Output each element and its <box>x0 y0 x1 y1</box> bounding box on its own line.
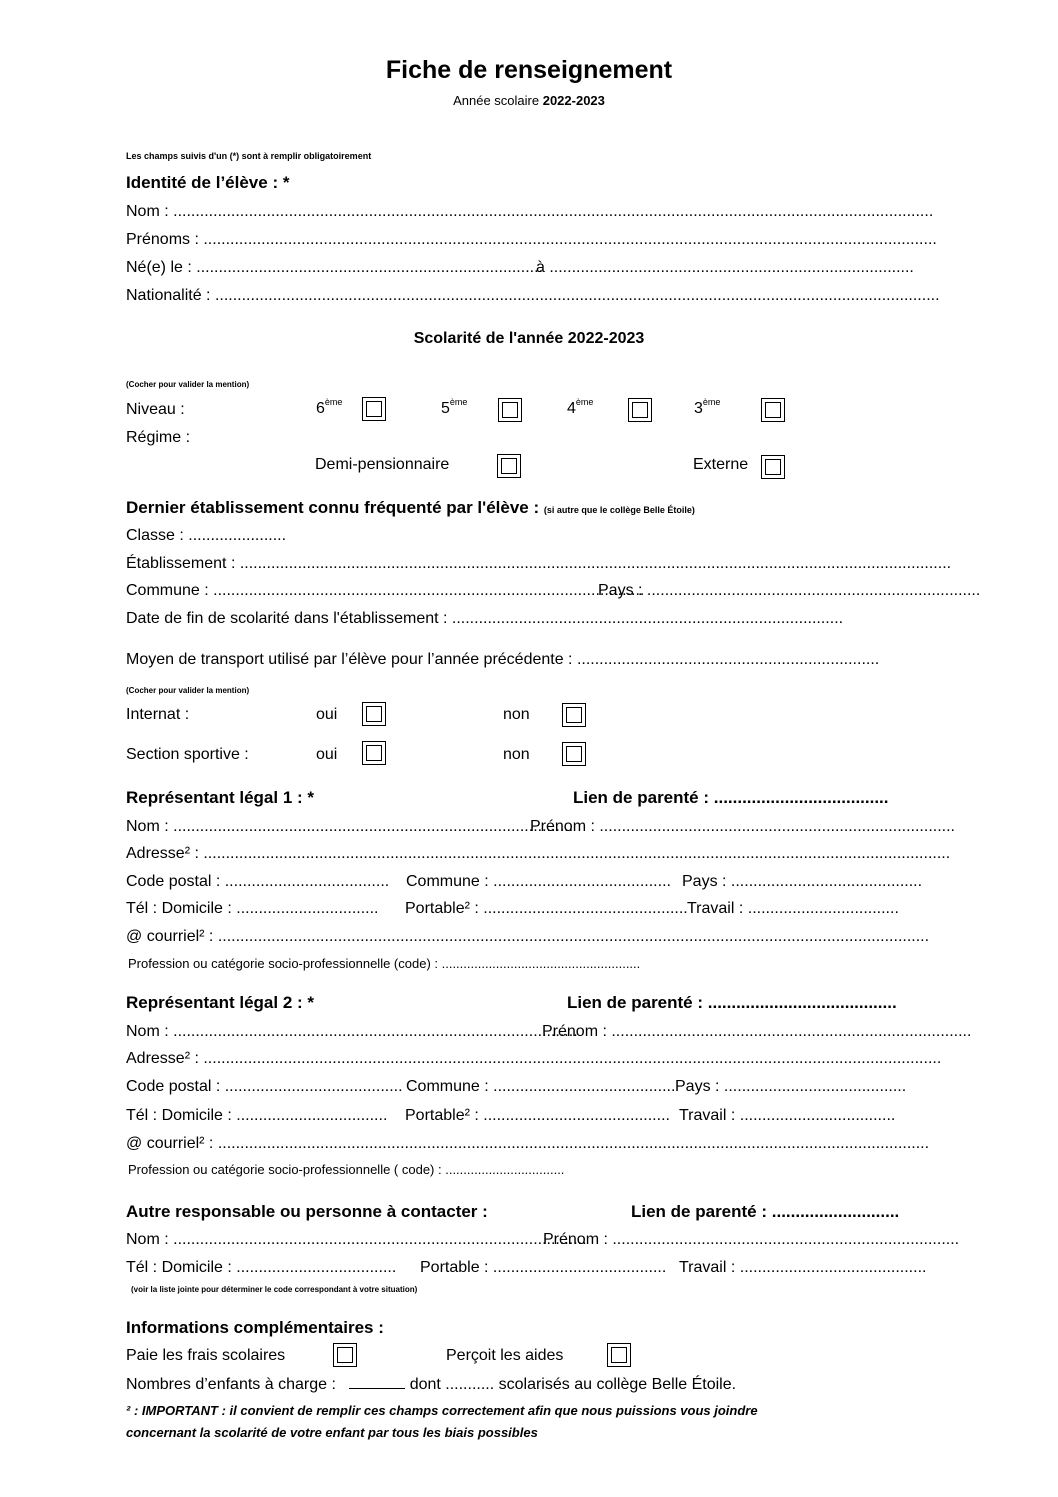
rep2-email-field[interactable]: @ courriel² : ................................................................................................................................................................ <box>126 1135 930 1152</box>
page-title: Fiche de renseignement <box>385 56 673 84</box>
rep2-heading: Représentant légal 2 : * <box>126 993 315 1012</box>
transport-field[interactable]: Moyen de transport utilisé par l’élève pour l’année précédente : .................................................................... <box>126 651 880 668</box>
important-note-line-2: concernant la scolarité de votre enfant par tous les biais possibles <box>126 1425 538 1440</box>
rep2-mobile-field[interactable]: Portable² : .......................................... <box>405 1107 670 1124</box>
rep2-postal-code-field[interactable]: Code postal : ........................................ <box>126 1078 403 1095</box>
rep1-relationship-field[interactable]: Lien de parenté : ..................................... <box>573 788 889 807</box>
internat-non-checkbox[interactable] <box>562 703 586 727</box>
externe-label: Externe <box>693 456 749 473</box>
rep1-firstname-field[interactable]: Prénom : ................................................................................ <box>530 818 955 835</box>
rep2-country-field[interactable]: Pays : ......................................... <box>675 1078 907 1095</box>
children-enrolled-field[interactable]: dont ........... scolarisés au collège Belle Étoile. <box>409 1376 737 1393</box>
level-6-label: 6ème <box>316 397 343 417</box>
important-note-line-1: ² : IMPORTANT : il convient de remplir ces champs correctement afin que nous puissions vous joindre <box>126 1403 758 1418</box>
previous-school-heading: Dernier établissement connu fréquenté par l'élève : (si autre que le collège Belle Étoile) <box>126 498 695 517</box>
student-name-field[interactable]: Nom : ........................................................................................................................................................................... <box>126 203 934 220</box>
previous-school-heading-note: (si autre que le collège Belle Étoile) <box>543 505 695 515</box>
student-birthdate-field[interactable]: Né(e) le : .............................................................................. <box>126 259 543 276</box>
internat-label: Internat : <box>126 706 190 723</box>
fees-label: Paie les frais scolaires <box>126 1347 286 1364</box>
other-name-field[interactable]: Nom : ............................................................................................. <box>126 1231 587 1248</box>
rep1-work-phone-field[interactable]: Travail : .................................. <box>687 900 899 917</box>
fees-checkbox[interactable] <box>333 1343 357 1367</box>
school-end-date-field[interactable]: Date de fin de scolarité dans l'établissement : ........................................................................................ <box>126 610 844 627</box>
internat-oui-label: oui <box>316 706 338 723</box>
scolarite-heading: Scolarité de l'année 2022-2023 <box>413 330 645 347</box>
section-oui-label: oui <box>316 746 338 763</box>
school-year-value: 2022-2023 <box>542 93 605 108</box>
additional-info-heading: Informations complémentaires : <box>126 1318 384 1337</box>
previous-country-field[interactable]: Pays : ........................................................................... <box>598 582 981 599</box>
aid-label: Perçoit les aides <box>446 1347 564 1364</box>
children-count-label: Nombres d’enfants à charge : <box>126 1376 336 1393</box>
rep1-mobile-field[interactable]: Portable² : .............................................. <box>405 900 688 917</box>
aid-checkbox[interactable] <box>607 1343 631 1367</box>
rep2-work-phone-field[interactable]: Travail : ................................... <box>679 1107 896 1124</box>
rep2-name-field[interactable]: Nom : ........................................................................................... <box>126 1023 578 1040</box>
section-sportive-label: Section sportive : <box>126 746 249 763</box>
rep1-email-field[interactable]: @ courriel² : ................................................................................................................................................................ <box>126 928 930 945</box>
previous-class-field[interactable]: Classe : ...................... <box>126 527 287 544</box>
children-count-row <box>126 1376 736 1394</box>
other-contact-heading: Autre responsable ou personne à contacter : <box>126 1202 488 1221</box>
level-6-checkbox[interactable] <box>362 397 386 421</box>
level-5-checkbox[interactable] <box>498 398 522 422</box>
section-non-checkbox[interactable] <box>562 742 586 766</box>
options-check-note: (Cocher pour valider la mention) <box>126 686 250 695</box>
rep2-commune-field[interactable]: Commune : ......................................... <box>406 1078 676 1095</box>
rep1-name-field[interactable]: Nom : .......................................................................................... <box>126 818 574 835</box>
other-home-phone-field[interactable]: Tél : Domicile : .................................... <box>126 1259 397 1276</box>
internat-oui-checkbox[interactable] <box>362 702 386 726</box>
code-list-note: (voir la liste jointe pour déterminer le code correspondant à votre situation) <box>131 1285 418 1294</box>
previous-commune-field[interactable]: Commune : ................................................................................................. <box>126 582 645 599</box>
student-nationality-field[interactable]: Nationalité : ................................................................................................................................................................... <box>126 287 940 304</box>
previous-school-field[interactable]: Établissement : ................................................................................................................................................................ <box>126 555 952 572</box>
student-birthplace-field[interactable]: à .................................................................................. <box>536 259 914 276</box>
student-identity-heading: Identité de l’élève : * <box>126 173 290 192</box>
demi-pensionnaire-checkbox[interactable] <box>497 454 521 478</box>
level-5-label: 5ème <box>441 397 468 417</box>
rep1-country-field[interactable]: Pays : ........................................... <box>682 873 923 890</box>
rep2-home-phone-field[interactable]: Tél : Domicile : .................................. <box>126 1107 388 1124</box>
rep1-heading: Représentant légal 1 : * <box>126 788 315 807</box>
student-firstnames-field[interactable]: Prénoms : ..................................................................................................................................................................... <box>126 231 937 248</box>
section-oui-checkbox[interactable] <box>362 741 386 765</box>
children-count-input[interactable] <box>349 1376 405 1389</box>
other-relationship-field[interactable]: Lien de parenté : ........................... <box>631 1202 900 1221</box>
rep1-address-field[interactable]: Adresse² : ........................................................................................................................................................................ <box>126 845 951 862</box>
level-3-checkbox[interactable] <box>761 398 785 422</box>
rep1-commune-field[interactable]: Commune : ........................................ <box>406 873 671 890</box>
school-year <box>0 93 1058 108</box>
level-4-checkbox[interactable] <box>628 398 652 422</box>
level-4-label: 4ème <box>567 397 594 417</box>
rep1-profession-field[interactable]: Profession ou catégorie socio-professionnelle (code) : ....................................................... <box>128 956 641 971</box>
externe-checkbox[interactable] <box>761 455 785 479</box>
rep2-firstname-field[interactable]: Prénom : ................................................................................. <box>542 1023 972 1040</box>
rep2-relationship-field[interactable]: Lien de parenté : ........................................ <box>567 993 897 1012</box>
rep1-postal-code-field[interactable]: Code postal : ..................................... <box>126 873 390 890</box>
demi-pensionnaire-label: Demi-pensionnaire <box>315 456 450 473</box>
rep1-home-phone-field[interactable]: Tél : Domicile : ................................ <box>126 900 379 917</box>
rep2-profession-field[interactable]: Profession ou catégorie socio-professionnelle ( code) : ................................. <box>128 1162 565 1177</box>
rep2-address-field[interactable]: Adresse² : ...................................................................................................................................................................... <box>126 1050 942 1067</box>
other-mobile-field[interactable]: Portable : ....................................... <box>420 1259 667 1276</box>
mandatory-note: Les champs suivis d'un (*) sont à remplir obligatoirement <box>126 151 372 161</box>
school-year-prefix: Année scolaire <box>453 93 543 108</box>
scolarite-check-note: (Cocher pour valider la mention) <box>126 380 250 389</box>
other-firstname-field[interactable]: Prénom : .............................................................................. <box>543 1231 960 1248</box>
niveau-label: Niveau : <box>126 401 185 418</box>
internat-non-label: non <box>503 706 530 723</box>
regime-label: Régime : <box>126 429 191 446</box>
other-work-phone-field[interactable]: Travail : .......................................... <box>679 1259 927 1276</box>
section-non-label: non <box>503 746 530 763</box>
level-3-label: 3ème <box>694 397 721 417</box>
